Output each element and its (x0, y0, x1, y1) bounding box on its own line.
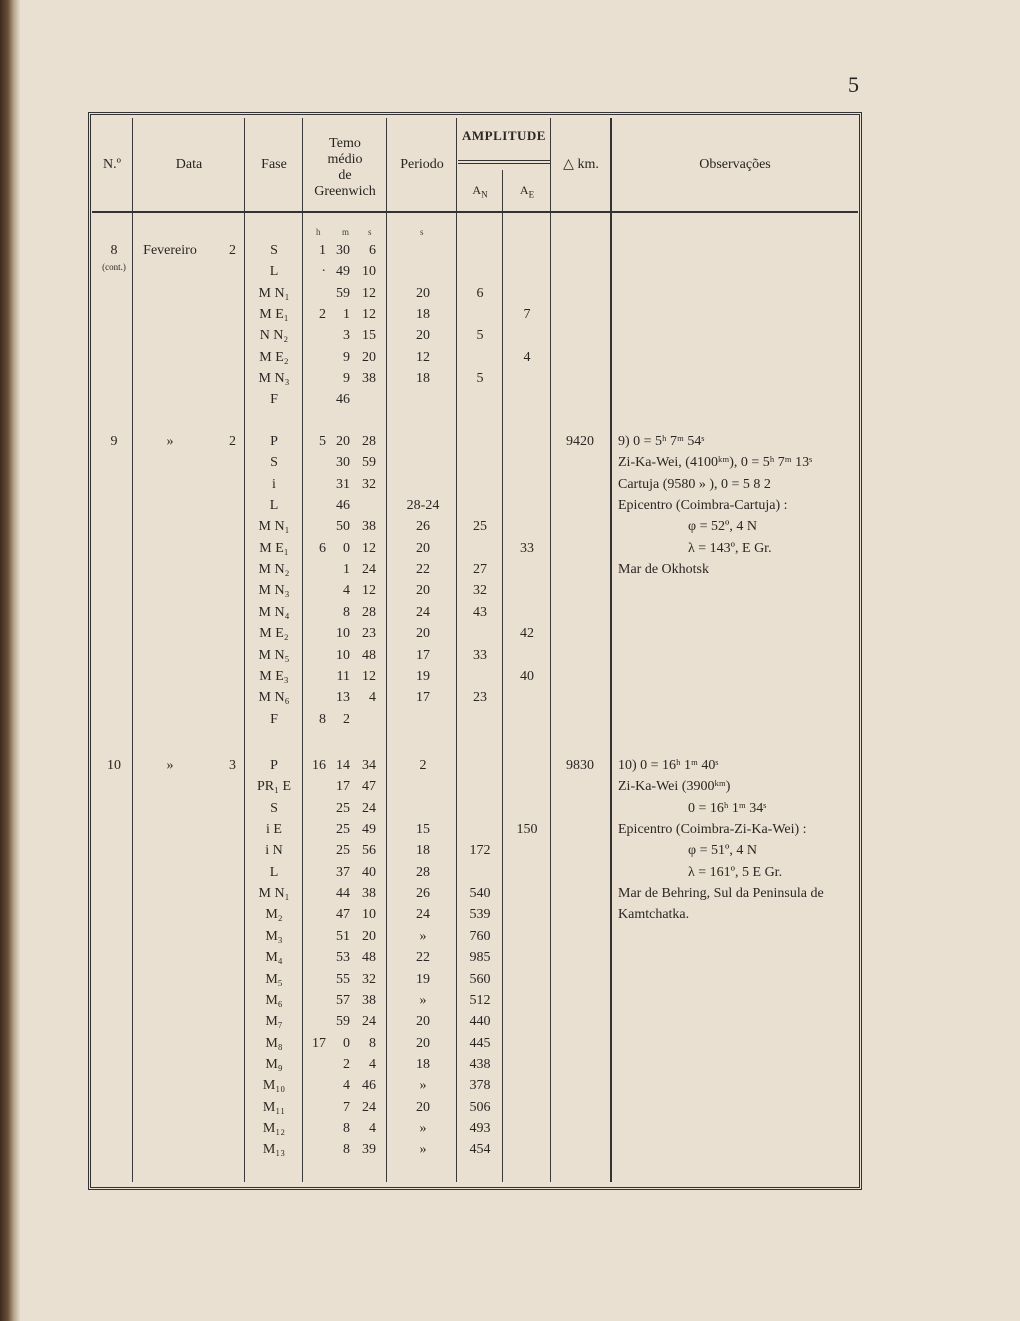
row-minute: 0 (343, 1035, 350, 1051)
row-period: » (419, 1142, 427, 1158)
row-minute: 20 (336, 434, 350, 449)
row-phase: M₈ (265, 1035, 283, 1051)
row-second: 46 (362, 1078, 376, 1094)
row-phase: M N₃ (258, 583, 290, 599)
row-amplitude-n: 43 (473, 604, 487, 620)
row-observation: Epicentro (Coimbra-Zi-Ka-Wei) : (618, 822, 807, 838)
row-minute: 8 (343, 604, 350, 620)
row-period: » (419, 992, 427, 1008)
row-hour: 2 (319, 306, 326, 322)
row-minute: 3 (343, 328, 350, 344)
row-second: 12 (362, 583, 376, 599)
row-second: 12 (362, 668, 376, 684)
row-second: 20 (362, 349, 376, 365)
row-period: 24 (416, 604, 430, 620)
row-hour: 5 (319, 434, 326, 449)
row-amplitude-e: 7 (523, 306, 531, 322)
header-tempo (304, 136, 386, 200)
col-rule (502, 170, 503, 1182)
row-phase: S (270, 455, 278, 471)
row-minute: 51 (336, 928, 350, 944)
row-distance-km: 9420 (566, 434, 594, 449)
row-amplitude-n: 32 (473, 583, 487, 599)
col-rule (386, 118, 387, 1182)
row-second: 56 (362, 843, 376, 859)
row-phase: M N₄ (258, 604, 290, 620)
row-phase: L (269, 264, 279, 280)
row-observation: 10) 0 = 16ʰ 1ᵐ 40ˢ (618, 758, 719, 773)
header-an (458, 182, 502, 202)
row-amplitude-n: 985 (469, 950, 491, 966)
row-day: 3 (229, 758, 236, 773)
header-observacoes: Observações (699, 157, 771, 172)
row-phase: S (270, 243, 278, 258)
row-period: 15 (416, 822, 430, 838)
row-period: » (419, 1120, 427, 1136)
row-second: 6 (369, 243, 376, 258)
col-rule (610, 118, 612, 1182)
row-amplitude-n: 506 (469, 1099, 491, 1115)
row-minute: 9 (343, 349, 350, 365)
row-minute: 2 (343, 711, 350, 727)
row-minute: 30 (336, 455, 350, 471)
row-second: 24 (362, 800, 376, 816)
row-amplitude-n: 33 (473, 647, 487, 663)
row-hour: 16 (312, 758, 326, 773)
row-month: Fevereiro (143, 243, 197, 258)
row-month: » (166, 758, 174, 773)
row-second: 59 (362, 455, 376, 471)
row-second: 48 (362, 647, 376, 663)
row-number: 8 (110, 243, 118, 258)
row-phase: M₄ (265, 950, 283, 966)
row-period: » (419, 928, 427, 944)
row-amplitude-n: 25 (473, 519, 487, 535)
row-amplitude-e: 4 (523, 349, 531, 365)
row-phase: M₁₁ (262, 1099, 286, 1115)
header-tempo-line: Temo (329, 136, 361, 151)
row-observation: Mar de Behring, Sul da Peninsula de (618, 886, 824, 902)
row-observation: φ = 51º, 4 N (688, 843, 757, 859)
row-period: 19 (416, 971, 430, 987)
row-second: 38 (362, 886, 376, 902)
row-minute: 7 (343, 1099, 350, 1115)
row-day: 2 (229, 434, 236, 449)
row-phase: N N₂ (259, 328, 289, 344)
row-second: 23 (362, 626, 376, 642)
unit-periodo: s (420, 227, 424, 237)
row-amplitude-n: 454 (469, 1142, 491, 1158)
row-minute: 59 (336, 285, 350, 301)
header-an-sub: N (481, 189, 488, 200)
row-phase: i N (265, 843, 283, 859)
row-amplitude-n: 440 (469, 1014, 491, 1030)
row-period: 19 (416, 668, 430, 684)
header-tempo-line: Greenwich (314, 184, 376, 199)
row-second: 32 (362, 971, 376, 987)
header-periodo: Periodo (400, 157, 444, 172)
row-phase: M E₁ (259, 306, 289, 322)
header-an-letter: A (472, 183, 482, 197)
row-minute: 30 (336, 243, 350, 258)
row-minute: 0 (343, 540, 350, 556)
row-second: 24 (362, 1099, 376, 1115)
row-minute: 2 (343, 1056, 350, 1072)
row-period: 20 (416, 1014, 430, 1030)
row-period: 22 (416, 950, 430, 966)
row-phase: M₆ (265, 992, 283, 1008)
row-period: 18 (416, 843, 430, 859)
row-observation: Zi-Ka-Wei (3900ᵏᵐ) (618, 779, 731, 795)
row-amplitude-n: 438 (469, 1056, 491, 1072)
row-minute: 47 (336, 907, 350, 923)
row-minute: 4 (343, 1078, 350, 1094)
col-rule (302, 118, 303, 1182)
row-minute: 25 (336, 800, 350, 816)
row-phase: M N₁ (258, 519, 290, 535)
row-minute: 4 (343, 583, 350, 599)
row-second: 28 (362, 434, 376, 449)
row-second: 4 (369, 1056, 376, 1072)
row-period: 20 (416, 1035, 430, 1051)
row-second: 12 (362, 285, 376, 301)
row-period: » (419, 1078, 427, 1094)
row-second: 20 (362, 928, 376, 944)
row-amplitude-n: 378 (469, 1078, 491, 1094)
row-hour: 17 (312, 1035, 326, 1051)
row-amplitude-n: 540 (469, 886, 491, 902)
row-minute: 50 (336, 519, 350, 535)
row-amplitude-n: 27 (473, 562, 487, 578)
row-amplitude-n: 5 (476, 370, 484, 386)
row-amplitude-n: 493 (469, 1120, 491, 1136)
row-phase: M₁₀ (262, 1078, 286, 1094)
row-second: 38 (362, 519, 376, 535)
row-minute: 46 (336, 392, 350, 408)
unit-s: s (368, 227, 372, 237)
row-minute: 8 (343, 1120, 350, 1136)
header-ae-sub: E (528, 189, 535, 200)
row-phase: M₁₂ (262, 1120, 286, 1136)
row-second: 34 (362, 758, 376, 773)
row-phase: M E₁ (259, 540, 289, 556)
row-minute: 46 (336, 498, 350, 514)
row-minute: 11 (336, 668, 350, 684)
row-phase: P (270, 758, 278, 773)
row-observation: 0 = 16ʰ 1ᵐ 34ˢ (688, 800, 767, 816)
row-phase: P (270, 434, 278, 449)
row-amplitude-n: 539 (469, 907, 491, 923)
row-period: 2 (419, 758, 427, 773)
row-minute: 55 (336, 971, 350, 987)
row-second: 47 (362, 779, 376, 795)
row-number: 9 (110, 434, 118, 449)
row-second: 10 (362, 907, 376, 923)
row-observation: Cartuja (9580 » ), 0 = 5 8 2 (618, 476, 771, 492)
row-amplitude-n: 5 (476, 328, 484, 344)
row-day: 2 (229, 243, 236, 258)
row-period: 28 (416, 864, 430, 880)
row-phase: M N₆ (258, 690, 290, 706)
col-rule (550, 118, 551, 1182)
row-phase: M₃ (265, 928, 283, 944)
row-period: 24 (416, 907, 430, 923)
row-minute: 57 (336, 992, 350, 1008)
row-continued-note: (cont.) (102, 262, 126, 272)
row-phase: M E₃ (259, 668, 289, 684)
header-tempo-line: de (338, 168, 352, 183)
row-amplitude-n: 6 (476, 285, 484, 301)
row-phase: M N₂ (258, 562, 290, 578)
row-period: 20 (416, 626, 430, 642)
row-period: 17 (416, 647, 430, 663)
row-period: 18 (416, 370, 430, 386)
row-phase: M N₁ (258, 886, 290, 902)
row-amplitude-n: 512 (469, 992, 491, 1008)
row-hour: 8 (319, 711, 326, 727)
book-spine-shadow (0, 0, 20, 1321)
row-period: 26 (416, 886, 430, 902)
row-period: 20 (416, 285, 430, 301)
row-amplitude-e: 33 (520, 540, 534, 556)
row-period: 28-24 (406, 498, 440, 514)
row-minute: 10 (336, 647, 350, 663)
row-hour: 6 (319, 540, 326, 556)
unit-m: m (342, 227, 350, 237)
row-phase: M₂ (265, 907, 283, 923)
row-second: 38 (362, 370, 376, 386)
row-minute: 10 (336, 626, 350, 642)
row-second: 49 (362, 822, 376, 838)
row-minute: 17 (336, 779, 350, 795)
row-minute: 9 (343, 370, 350, 386)
row-hour: 1 (319, 243, 326, 258)
row-second: 10 (362, 264, 376, 280)
row-phase: i E (266, 822, 282, 838)
row-phase: M₅ (265, 971, 283, 987)
row-hour: · (321, 264, 326, 280)
row-second: 24 (362, 562, 376, 578)
row-observation: Kamtchatka. (618, 907, 690, 923)
row-amplitude-n: 23 (473, 690, 487, 706)
amplitude-rule (458, 160, 550, 161)
unit-h: h (316, 227, 321, 237)
row-period: 18 (416, 1056, 430, 1072)
row-observation: 9) 0 = 5ʰ 7ᵐ 54ˢ (618, 434, 705, 449)
row-second: 15 (362, 328, 376, 344)
row-distance-km: 9830 (566, 758, 594, 773)
row-amplitude-n: 445 (469, 1035, 491, 1051)
row-second: 48 (362, 950, 376, 966)
row-period: 20 (416, 328, 430, 344)
row-period: 22 (416, 562, 430, 578)
row-second: 40 (362, 864, 376, 880)
header-amplitude: AMPLITUDE (462, 128, 546, 143)
row-amplitude-e: 150 (516, 822, 538, 838)
row-observation: Zi-Ka-Wei, (4100ᵏᵐ), 0 = 5ʰ 7ᵐ 13ˢ (618, 455, 813, 471)
row-observation: λ = 161º, 5 E Gr. (688, 864, 783, 880)
row-period: 20 (416, 583, 430, 599)
row-amplitude-n: 172 (469, 843, 491, 859)
row-amplitude-e: 42 (520, 626, 534, 642)
header-data: Data (175, 157, 203, 172)
row-second: 12 (362, 540, 376, 556)
row-minute: 25 (336, 822, 350, 838)
header-rule (92, 211, 858, 213)
row-phase: i (272, 476, 276, 492)
row-phase: L (269, 864, 279, 880)
col-rule (456, 118, 457, 1182)
row-phase: M₇ (265, 1014, 283, 1030)
row-second: 4 (369, 1120, 376, 1136)
row-minute: 31 (336, 476, 350, 492)
row-minute: 53 (336, 950, 350, 966)
row-minute: 8 (343, 1142, 350, 1158)
header-km: △ km. (563, 157, 599, 172)
row-amplitude-n: 760 (469, 928, 491, 944)
row-minute: 13 (336, 690, 350, 706)
row-observation: φ = 52º, 4 N (688, 519, 757, 535)
header-no: N.º (103, 157, 121, 172)
row-phase: M N₃ (258, 370, 290, 386)
row-phase: S (270, 800, 278, 816)
col-rule (132, 118, 133, 1182)
row-phase: PR₁ E (256, 779, 292, 795)
row-phase: M N₅ (258, 647, 290, 663)
row-minute: 25 (336, 843, 350, 859)
row-second: 28 (362, 604, 376, 620)
amplitude-rule (458, 163, 550, 164)
row-minute: 14 (336, 758, 350, 773)
row-period: 26 (416, 519, 430, 535)
col-rule (244, 118, 245, 1182)
row-period: 18 (416, 306, 430, 322)
row-period: 17 (416, 690, 430, 706)
row-minute: 1 (343, 306, 350, 322)
header-fase: Fase (261, 157, 287, 172)
row-minute: 59 (336, 1014, 350, 1030)
row-second: 12 (362, 306, 376, 322)
row-amplitude-e: 40 (520, 668, 534, 684)
row-phase: L (269, 498, 279, 514)
row-phase: M E₂ (259, 349, 289, 365)
row-second: 24 (362, 1014, 376, 1030)
row-phase: F (270, 392, 278, 408)
row-minute: 49 (336, 264, 350, 280)
row-period: 20 (416, 1099, 430, 1115)
row-number: 10 (107, 758, 121, 773)
page-number: 5 (848, 72, 859, 97)
row-phase: F (270, 711, 278, 727)
row-observation: λ = 143º, E Gr. (688, 540, 772, 556)
row-second: 38 (362, 992, 376, 1008)
header-tempo-line: médio (327, 152, 363, 167)
row-phase: M N₁ (258, 285, 290, 301)
row-second: 8 (369, 1035, 376, 1051)
row-minute: 37 (336, 864, 350, 880)
row-phase: M E₂ (259, 626, 289, 642)
row-minute: 44 (336, 886, 350, 902)
row-amplitude-n: 560 (469, 971, 491, 987)
row-minute: 1 (343, 562, 350, 578)
header-ae (504, 182, 550, 202)
row-period: 12 (416, 349, 430, 365)
row-second: 32 (362, 476, 376, 492)
row-phase: M₉ (265, 1056, 283, 1072)
header-ae-letter: A (519, 183, 529, 197)
row-phase: M₁₃ (262, 1142, 286, 1158)
row-observation: Epicentro (Coimbra-Cartuja) : (618, 498, 788, 514)
row-month: » (166, 434, 174, 449)
row-period: 20 (416, 540, 430, 556)
row-second: 39 (362, 1142, 376, 1158)
row-second: 4 (369, 690, 376, 706)
row-observation: Mar de Okhotsk (618, 562, 709, 578)
